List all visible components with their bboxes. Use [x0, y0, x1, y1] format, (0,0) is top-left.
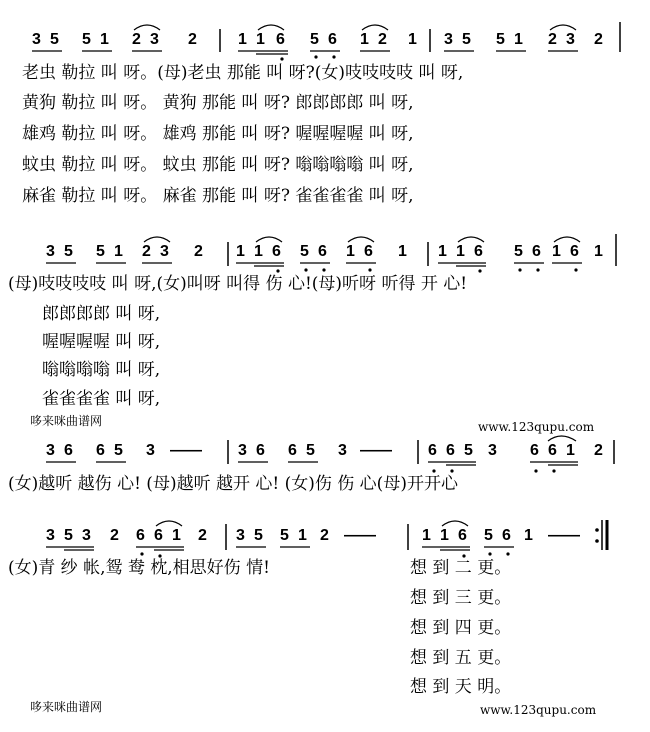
lyric-line: 老虫 勒拉 叫 呀。(母)老虫 那能 叫 呀?(女)吱吱吱吱 叫 呀,	[22, 63, 464, 83]
note: 5	[514, 243, 523, 260]
lyric-line: 嗡嗡嗡嗡 叫 呀,	[42, 360, 161, 380]
octave-dot	[534, 469, 537, 472]
note: 2	[378, 31, 387, 48]
note: 3	[488, 442, 497, 459]
watermark-site-name: 哆来咪曲谱网	[30, 414, 103, 428]
lyric-line: 想 到 四 更。	[410, 618, 512, 638]
slur	[134, 25, 160, 30]
octave-dot	[574, 268, 577, 271]
octave-dot	[314, 55, 317, 58]
lyric-line: 雀雀雀雀 叫 呀,	[42, 389, 161, 409]
note: 1	[594, 243, 603, 260]
note: 5	[306, 442, 315, 459]
note: 1	[398, 243, 407, 260]
note: 6	[502, 527, 511, 544]
note: 3	[236, 527, 245, 544]
repeat-dot	[595, 539, 599, 543]
note: 5	[310, 31, 319, 48]
note: 1	[456, 243, 465, 260]
note: 1	[408, 31, 417, 48]
note: 1	[236, 243, 245, 260]
note: 6	[548, 442, 557, 459]
slur	[458, 237, 484, 242]
lyric-line: (女)青 纱 帐,鸳 鸯 枕,相思好伤 情!	[8, 558, 270, 578]
note: 6	[136, 527, 145, 544]
lyric-line: 雄鸡 勒拉 叫 呀。 雄鸡 那能 叫 呀? 喔喔喔喔 叫 呀,	[22, 124, 414, 144]
lyric-line: 蚊虫 勒拉 叫 呀。 蚊虫 那能 叫 呀? 嗡嗡嗡嗡 叫 呀,	[22, 155, 414, 175]
lyric-line: 想 到 三 更。	[410, 588, 512, 608]
note: 1	[346, 243, 355, 260]
octave-dot	[450, 469, 453, 472]
note: 5	[484, 527, 493, 544]
slur	[348, 237, 374, 242]
note: 2	[110, 527, 119, 544]
octave-dot	[158, 554, 161, 557]
note: 3	[32, 31, 41, 48]
note: 6	[96, 442, 105, 459]
note: 3	[444, 31, 453, 48]
note: 6	[446, 442, 455, 459]
slur	[258, 25, 284, 30]
lyric-line: 黄狗 勒拉 叫 呀。 黄狗 那能 叫 呀? 郎郎郎郎 叫 呀,	[22, 93, 414, 113]
note: 3	[338, 442, 347, 459]
note: 2	[594, 31, 603, 48]
slur	[144, 237, 170, 242]
octave-dot	[552, 469, 555, 472]
note: 1	[172, 527, 181, 544]
dash: ——	[344, 527, 376, 544]
slur	[554, 237, 580, 242]
note: 5	[496, 31, 505, 48]
note: 2	[548, 31, 557, 48]
note: 6	[154, 527, 163, 544]
slur	[256, 237, 282, 242]
octave-dot	[280, 57, 283, 60]
note: 1	[298, 527, 307, 544]
footer-url: www.123qupu.com	[480, 703, 597, 717]
note: 5	[50, 31, 59, 48]
lyric-line: 想 到 天 明。	[410, 677, 512, 697]
dash: ——	[170, 442, 202, 459]
octave-dot	[332, 55, 335, 58]
lyric-line: 喔喔喔喔 叫 呀,	[42, 332, 161, 352]
note: 2	[132, 31, 141, 48]
note: 5	[96, 243, 105, 260]
note: 6	[458, 527, 467, 544]
slur	[442, 521, 468, 526]
watermark-url: www.123qupu.com	[478, 420, 595, 434]
note: 6	[532, 243, 541, 260]
note: 6	[318, 243, 327, 260]
note: 1	[422, 527, 431, 544]
lyric-line: 麻雀 勒拉 叫 呀。 麻雀 那能 叫 呀? 雀雀雀雀 叫 呀,	[22, 186, 414, 206]
note: 3	[146, 442, 155, 459]
note: 1	[238, 31, 247, 48]
note: 1	[254, 243, 263, 260]
octave-dot	[462, 554, 465, 557]
note: 2	[594, 442, 603, 459]
note: 5	[64, 527, 73, 544]
note: 5	[114, 442, 123, 459]
note: 1	[438, 243, 447, 260]
note: 3	[46, 243, 55, 260]
slur	[550, 25, 576, 30]
note: 1	[100, 31, 109, 48]
note: 1	[114, 243, 123, 260]
note: 1	[360, 31, 369, 48]
lyric-line: 想 到 二 更。	[410, 558, 512, 578]
note: 5	[300, 243, 309, 260]
note: 6	[474, 243, 483, 260]
octave-dot	[488, 552, 491, 555]
octave-dot	[432, 469, 435, 472]
note: 5	[82, 31, 91, 48]
note: 3	[46, 527, 55, 544]
note: 3	[566, 31, 575, 48]
note: 6	[364, 243, 373, 260]
octave-dot	[140, 552, 143, 555]
note: 2	[142, 243, 151, 260]
note: 6	[530, 442, 539, 459]
note: 6	[288, 442, 297, 459]
dash: ——	[548, 527, 580, 544]
note: 6	[428, 442, 437, 459]
octave-dot	[506, 552, 509, 555]
note: 6	[64, 442, 73, 459]
slur	[362, 25, 388, 30]
note: 6	[272, 243, 281, 260]
slur	[156, 521, 182, 526]
note: 5	[64, 243, 73, 260]
note: 5	[464, 442, 473, 459]
octave-dot	[304, 268, 307, 271]
note: 5	[254, 527, 263, 544]
note: 2	[198, 527, 207, 544]
octave-dot	[536, 268, 539, 271]
note: 3	[238, 442, 247, 459]
note: 2	[194, 243, 203, 260]
note: 3	[82, 527, 91, 544]
note: 2	[188, 31, 197, 48]
slur	[548, 436, 576, 441]
note: 1	[440, 527, 449, 544]
note: 3	[150, 31, 159, 48]
note: 1	[552, 243, 561, 260]
note: 6	[328, 31, 337, 48]
note: 5	[462, 31, 471, 48]
note: 5	[280, 527, 289, 544]
note: 1	[514, 31, 523, 48]
note: 2	[320, 527, 329, 544]
octave-dot	[368, 268, 371, 271]
lyric-line: 想 到 五 更。	[410, 648, 512, 668]
octave-dot	[518, 268, 521, 271]
note: 3	[160, 243, 169, 260]
octave-dot	[276, 269, 279, 272]
note: 1	[256, 31, 265, 48]
lyric-line: 郎郎郎郎 叫 呀,	[42, 304, 161, 324]
note: 1	[524, 527, 533, 544]
octave-dot	[478, 269, 481, 272]
note: 6	[276, 31, 285, 48]
repeat-dot	[595, 528, 599, 532]
dash: ——	[360, 442, 392, 459]
note: 1	[566, 442, 575, 459]
note: 6	[570, 243, 579, 260]
note: 3	[46, 442, 55, 459]
note: 6	[256, 442, 265, 459]
footer-site-name: 哆来咪曲谱网	[30, 700, 103, 714]
lyric-line: (母)吱吱吱吱 叫 呀,(女)叫呀 叫得 伤 心!(母)听呀 听得 开 心!	[8, 274, 468, 294]
octave-dot	[322, 268, 325, 271]
lyric-line: (女)越听 越伤 心! (母)越听 越开 心! (女)伤 伤 心(母)开开心	[8, 474, 458, 494]
